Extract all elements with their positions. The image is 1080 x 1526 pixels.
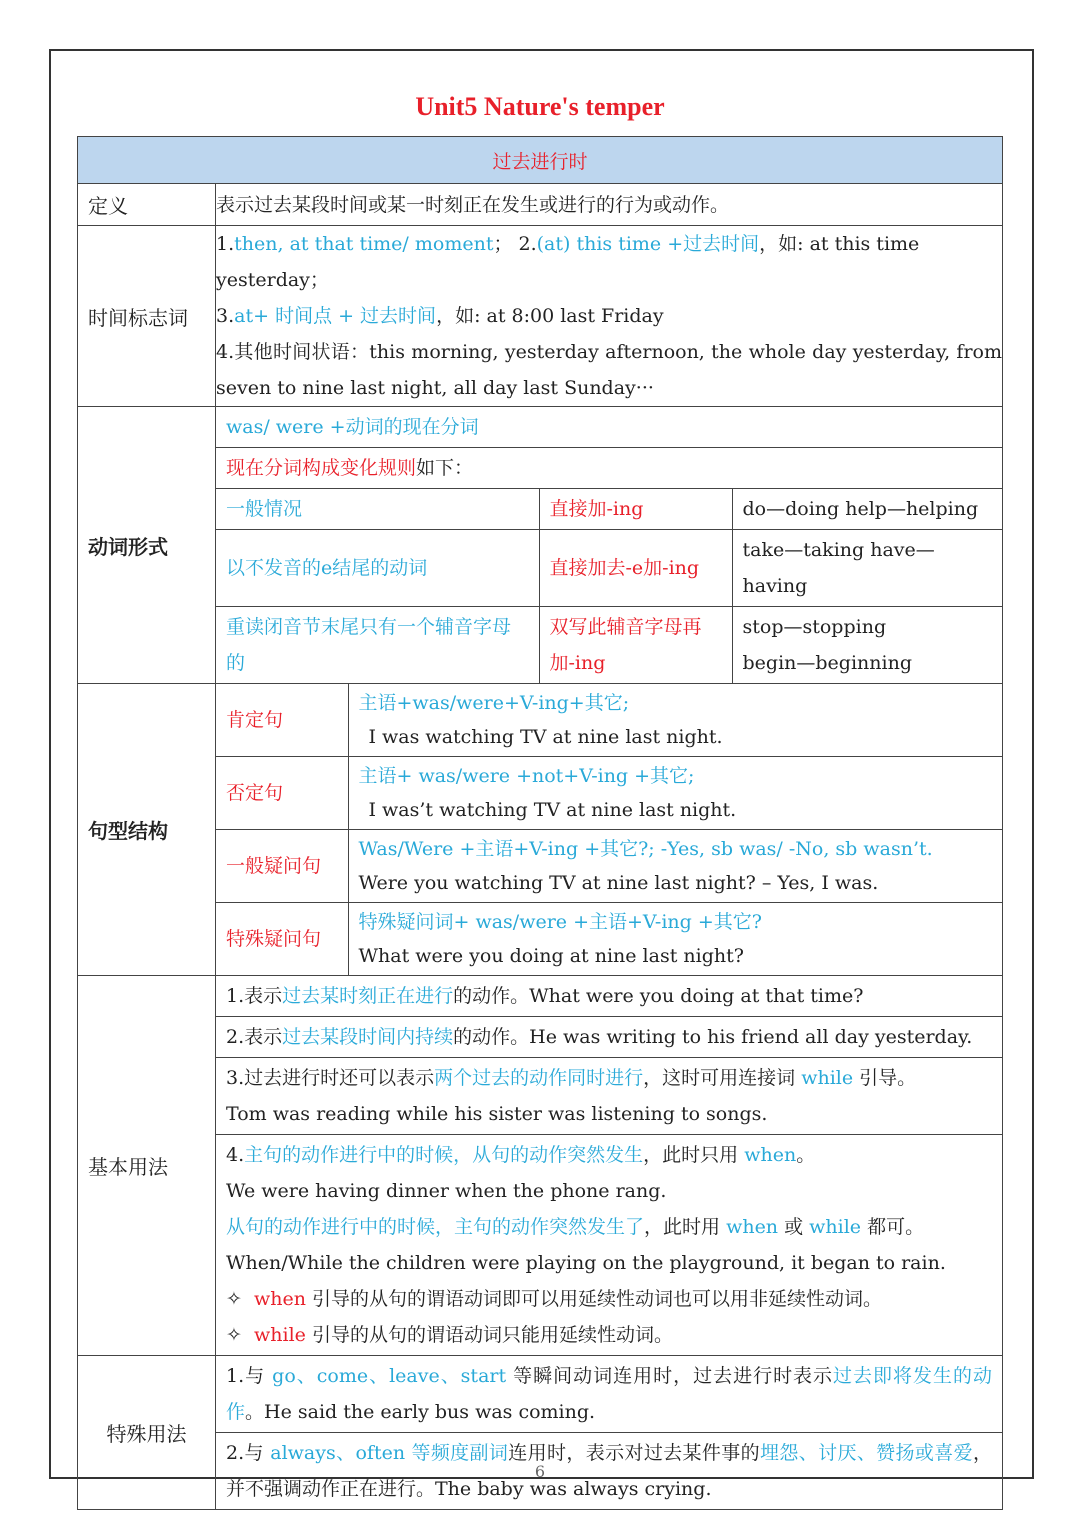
verb-form-rules-title: 现在分词构成变化规则如下： bbox=[216, 448, 1002, 489]
table-row: 2.与 always、often 等频度副词连用时，表示对过去某件事的埋怨、讨厌、赞扬或喜爱，并不强调动作正在进行。The baby was always crying. bbox=[216, 1433, 1002, 1510]
definition-text: 表示过去某段时间或某一时刻正在发生或进行的行为或动作。 bbox=[216, 184, 1003, 226]
sentence-structure-label: 句型结构 bbox=[78, 684, 216, 976]
diamond-bullet-icon: ✧ bbox=[226, 1288, 242, 1310]
table-row: 否定句 主语+ was/were +not+V-ing +其它; I was’t watching TV at nine last night. bbox=[216, 757, 1002, 830]
basic-usage-label: 基本用法 bbox=[78, 976, 216, 1356]
verb-form-formula: was/ were +动词的现在分词 bbox=[216, 407, 1002, 448]
table-row: 3.过去进行时还可以表示两个过去的动作同时进行，这时可用连接词 while 引导。 Tom was reading while his sister was listening to songs. bbox=[216, 1058, 1002, 1135]
table-row: 1.与 go、come、leave、start 等瞬间动词连用时，过去进行时表示过去即将发生的动作。He said the early bus was coming. bbox=[216, 1356, 1002, 1433]
verb-form-label: 动词形式 bbox=[78, 407, 216, 684]
table-row: 以不发音的e结尾的动词 直接加去-e加-ing take—taking have—having bbox=[216, 530, 1002, 607]
page-title: Unit5 Nature's temper bbox=[415, 92, 665, 121]
table-row: 特殊疑问句 特殊疑问词+ was/were +主语+V-ing +其它? What were you doing at nine last night? bbox=[216, 903, 1002, 976]
special-usage-table bbox=[216, 1356, 1002, 1509]
sentence-structure-table bbox=[216, 684, 1002, 975]
table-header: 过去进行时 bbox=[78, 137, 1003, 184]
basic-usage-table bbox=[216, 976, 1002, 1355]
table-row: 2.表示过去某段时间内持续的动作。He was writing to his friend all day yesterday. bbox=[216, 1017, 1002, 1058]
grammar-table bbox=[77, 136, 1003, 1510]
verb-form-content bbox=[216, 407, 1003, 684]
page-number: 6 bbox=[534, 1462, 546, 1481]
basic-usage-content bbox=[216, 976, 1003, 1356]
time-markers-content: 1.then, at that time/ moment； 2.(at) this time +过去时间，如: at this time yesterday； 3.at+ 时间点 + 过去时间，如: at 8:00 last Friday 4.其他时间状语：this morning, yesterday afternoon, the whole day yesterday, from seven to nine last night, all day last Sunday··· bbox=[216, 226, 1003, 407]
sentence-structure-content bbox=[216, 684, 1003, 976]
definition-label: 定义 bbox=[78, 184, 216, 226]
table-row: 4.主句的动作进行中的时候，从句的动作突然发生，此时只用 when。 We were having dinner when the phone rang. 从句的动作进行中的时候，主句的动作突然发生了，此时用 when 或 while 都可。 When/While the children were playing on the playground, it began to rain. ✧ when 引导的从句的谓语动词即可以用延续性动词也可以用非延续性动词。 ✧ while 引导的从句的谓语动词只能用延续性动词。 bbox=[216, 1135, 1002, 1356]
table-row: 一般情况 直接加-ing do—doing help—helping bbox=[216, 489, 1002, 530]
verb-form-table bbox=[216, 407, 1002, 683]
diamond-bullet-icon: ✧ bbox=[226, 1324, 242, 1346]
special-usage-content bbox=[216, 1356, 1003, 1510]
time-markers-label: 时间标志词 bbox=[78, 226, 216, 407]
table-row: 重读闭音节末尾只有一个辅音字母的 双写此辅音字母再加-ing stop—stopping begin—beginning bbox=[216, 607, 1002, 684]
table-row: 一般疑问句 Was/Were +主语+V-ing +其它?; -Yes, sb was/ -No, sb wasn’t. Were you watching TV at nine last night? – Yes, I was. bbox=[216, 830, 1002, 903]
special-usage-label: 特殊用法 bbox=[78, 1356, 216, 1510]
table-row: 肯定句 主语+was/were+V-ing+其它; I was watching TV at nine last night. bbox=[216, 684, 1002, 757]
table-row: 1.表示过去某时刻正在进行的动作。What were you doing at that time? bbox=[216, 976, 1002, 1017]
